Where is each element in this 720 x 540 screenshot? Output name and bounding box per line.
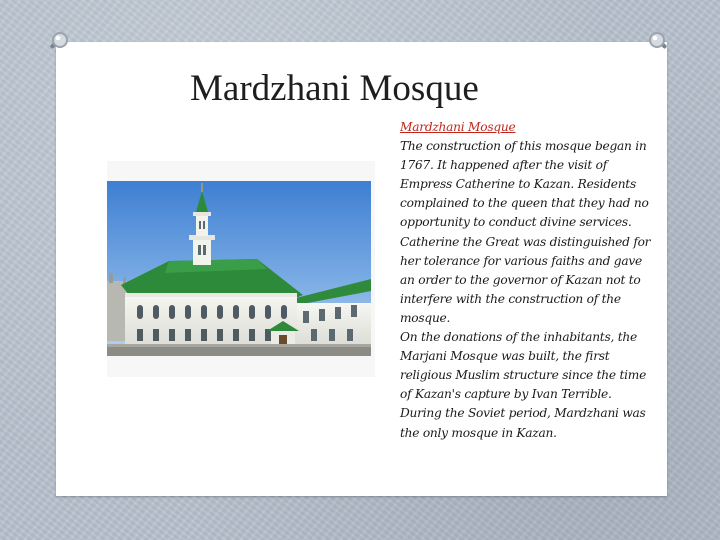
paragraph-history: The construction of this mosque began in 1767. It happened after the visit of Empress Catherine to Kazan. Residents complained to the queen that they had no opportunity to conduct divine services. Catherine the Great was distinguished for her tolerance for various faiths and gave an order to the governor of Kazan not to interfere with the construction of the mosque.	[400, 139, 651, 325]
mosque-photo-frame	[107, 161, 375, 377]
paragraph-donations: On the donations of the inhabitants, the Marjani Mosque was built, the first religious Muslim structure since the time of Kazan's capture by Ivan Terrible. During the Soviet period, Mardzhani was the only mosque in Kazan.	[400, 330, 647, 440]
pushpin-icon	[648, 31, 670, 55]
pushpin-icon	[47, 31, 69, 55]
text-heading-link[interactable]: Mardzhani Mosque	[400, 120, 516, 134]
slide-body-text	[400, 118, 656, 443]
slide-title: Mardzhani Mosque	[190, 68, 479, 109]
mosque-photo	[107, 181, 371, 356]
